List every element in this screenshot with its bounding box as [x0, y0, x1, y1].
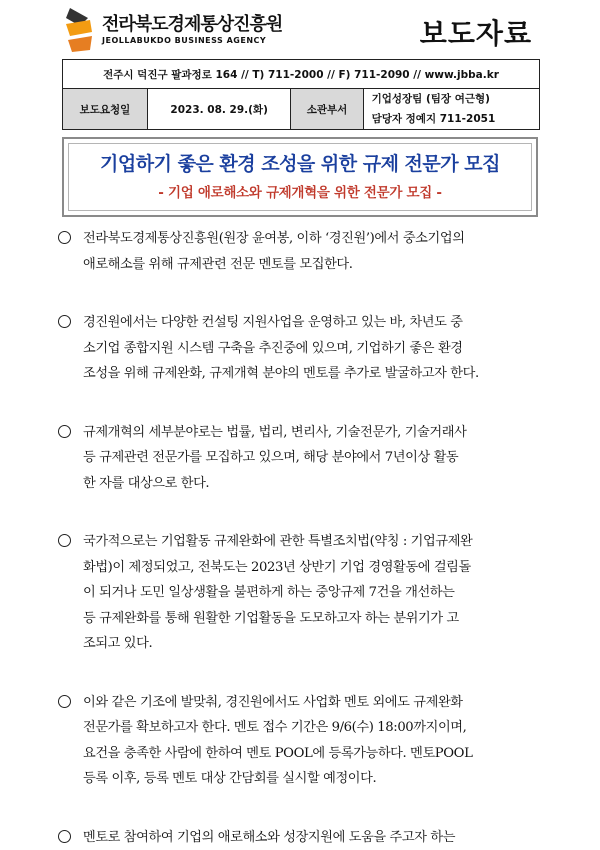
- paragraph-line: 화법)이 제정되었고, 전북도는 2023년 상반기 기업 경영활동에 걸림돌: [83, 555, 548, 581]
- circle-bullet-icon: [58, 425, 71, 438]
- paragraph: [56, 690, 548, 792]
- paragraph-line: 조성을 위해 규제완화, 규제개혁 분야의 멘토를 추가로 발굴하고자 한다.: [83, 361, 548, 387]
- paragraph: [56, 226, 548, 277]
- paragraph-line: 등 규제완화를 통해 원활한 기업활동을 도모하고자 하는 분위기가 고: [83, 606, 548, 632]
- department-info: [363, 89, 539, 130]
- circle-bullet-icon: [58, 315, 71, 328]
- article-body: [56, 226, 548, 850]
- headline-box: [62, 137, 538, 217]
- paragraph-line: 한 자를 대상으로 한다.: [83, 471, 548, 497]
- address-row: [63, 60, 540, 89]
- department-label: 소관부서: [291, 89, 363, 130]
- org-name-korean: 전라북도경제통상진흥원: [102, 10, 282, 36]
- paragraph: [56, 825, 548, 850]
- paragraph-line: 멘토로 참여하여 기업의 애로해소와 성장지원에 도움을 주고자 하는: [83, 825, 548, 850]
- paragraph-line: 규제개혁의 세부분야로는 법률, 법리, 변리사, 기술전문가, 기술거래사: [83, 420, 548, 446]
- paragraph-line: 경진원에서는 다양한 컨설팅 지원사업을 운영하고 있는 바, 차년도 중: [83, 310, 548, 336]
- circle-bullet-icon: [58, 830, 71, 843]
- request-date-value: 2023. 08. 29.(화): [147, 89, 291, 130]
- paragraph-line: 등록 이후, 등록 멘토 대상 간담회를 실시할 예정이다.: [83, 766, 548, 792]
- org-name-english: JEOLLABUKDO BUSINESS AGENCY: [102, 36, 266, 45]
- paragraph-line: 이 되거나 도민 일상생활을 불편하게 하는 중앙규제 7건을 개선하는: [83, 580, 548, 606]
- paragraph: [56, 529, 548, 657]
- document-header: [62, 0, 542, 58]
- document-type-title: 보도자료: [420, 12, 532, 52]
- headline-title: 기업하기 좋은 환경 조성을 위한 규제 전문가 모집: [64, 149, 536, 176]
- paragraph: [56, 420, 548, 497]
- jbba-logo-icon: [62, 6, 96, 54]
- paragraph-line: 국가적으로는 기업활동 규제완화에 관한 특별조치법(약칭 : 기업규제완: [83, 529, 548, 555]
- circle-bullet-icon: [58, 231, 71, 244]
- press-info-table: [62, 59, 540, 130]
- paragraph-line: 요건을 충족한 사람에 한하여 멘토 POOL에 등록가능하다. 멘토POOL: [83, 741, 548, 767]
- circle-bullet-icon: [58, 695, 71, 708]
- headline-subtitle: - 기업 애로해소와 규제개혁을 위한 전문가 모집 -: [64, 181, 536, 201]
- paragraph-line: 조되고 있다.: [83, 631, 548, 657]
- paragraph: [56, 310, 548, 387]
- request-date-label: 보도요청일: [63, 89, 148, 130]
- paragraph-line: 전라북도경제통상진흥원(원장 윤여봉, 이하 ‘경진원’)에서 중소기업의: [83, 226, 548, 252]
- address-line: 전주시 덕진구 팔과정로 164 // T) 711-2000 // F) 711-2090 // www.jbba.kr: [63, 60, 540, 89]
- paragraph-line: 전문가를 확보하고자 한다. 멘토 접수 기간은 9/6(수) 18:00까지이며,: [83, 715, 548, 741]
- paragraph-line: 애로해소를 위해 규제관련 전문 멘토를 모집한다.: [83, 252, 548, 278]
- circle-bullet-icon: [58, 534, 71, 547]
- request-row: [63, 89, 540, 130]
- department-contact: 담당자 정예지 711-2051: [372, 109, 531, 129]
- paragraph-line: 소기업 종합지원 시스템 구축을 추진중에 있으며, 기업하기 좋은 환경: [83, 336, 548, 362]
- paragraph-line: 등 규제관련 전문가를 모집하고 있으며, 해당 분야에서 7년이상 활동: [83, 445, 548, 471]
- paragraph-line: 이와 같은 기조에 발맞춰, 경진원에서도 사업화 멘토 외에도 규제완화: [83, 690, 548, 716]
- department-team: 기업성장팀 (팀장 여근형): [372, 89, 531, 109]
